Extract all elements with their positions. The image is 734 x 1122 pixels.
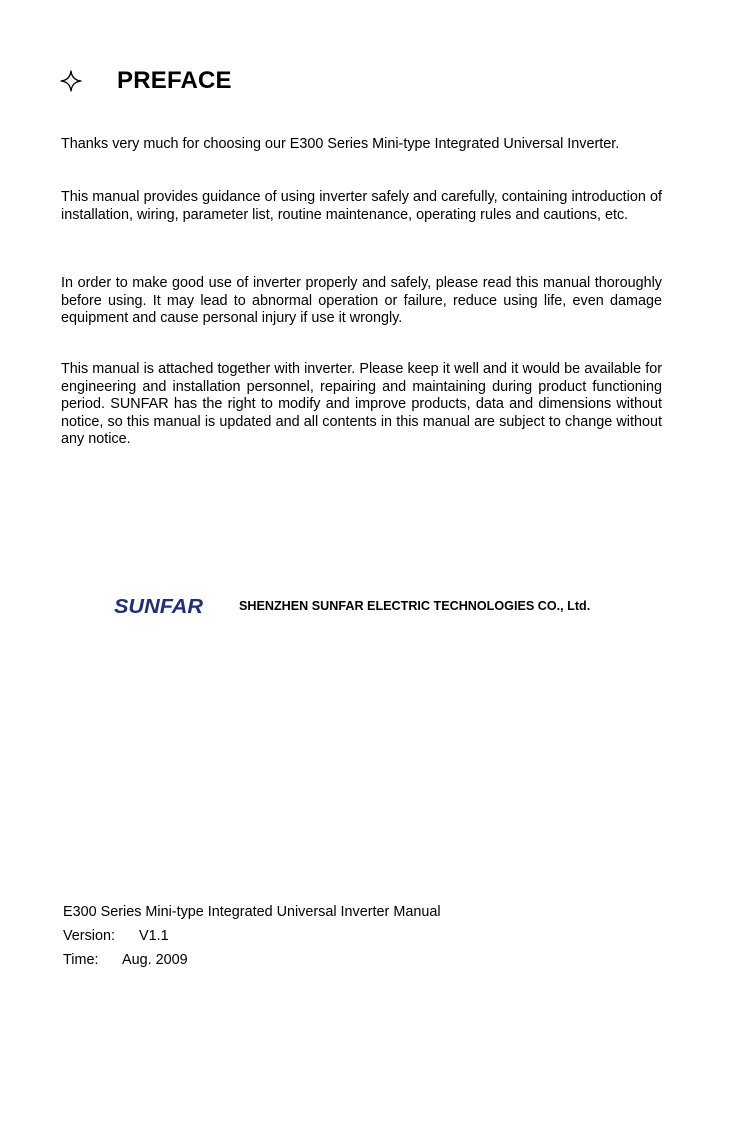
paragraph-manual-guidance: This manual provides guidance of using inverter safely and carefully, containing introduction of installation, wiring, parameter list, routine maintenance, operating rules and cautions, etc. (61, 189, 662, 223)
version-row (63, 924, 441, 948)
company-banner (113, 594, 590, 618)
time-value: Aug. 2009 (122, 952, 188, 968)
svg-text:SUNFAR: SUNFAR (114, 596, 204, 617)
manual-title: E300 Series Mini-type Integrated Universal Inverter Manual (63, 904, 441, 920)
paragraph-thanks: Thanks very much for choosing our E300 Series Mini-type Integrated Universal Inverter. (61, 136, 620, 152)
four-point-star-icon (60, 70, 82, 92)
preface-heading (60, 64, 232, 98)
time-row (63, 948, 441, 972)
page-title: PREFACE (117, 67, 232, 94)
version-value: V1.1 (139, 928, 169, 944)
sunfar-logo (113, 595, 205, 617)
company-name: SHENZHEN SUNFAR ELECTRIC TECHNOLOGIES CO., Ltd. (239, 599, 591, 613)
version-label: Version: (63, 928, 115, 944)
paragraph-keep-manual: This manual is attached together with inverter. Please keep it well and it would be available for engineering and installation personnel, repairing and maintaining during product functioning period. SUNFAR has the right to modify and improve products, data and dimensions without notice, so this manual is updated and all contents in this manual are subject to change without any notice. (61, 361, 662, 447)
time-label: Time: (63, 952, 99, 968)
manual-info (63, 900, 441, 972)
manual-title-row (63, 900, 441, 924)
paragraph-safety-notice: In order to make good use of inverter properly and safely, please read this manual thoroughly before using. It may lead to abnormal operation or failure, reduce using life, even damage equipment and cause personal injury if use it wrongly. (61, 275, 662, 326)
